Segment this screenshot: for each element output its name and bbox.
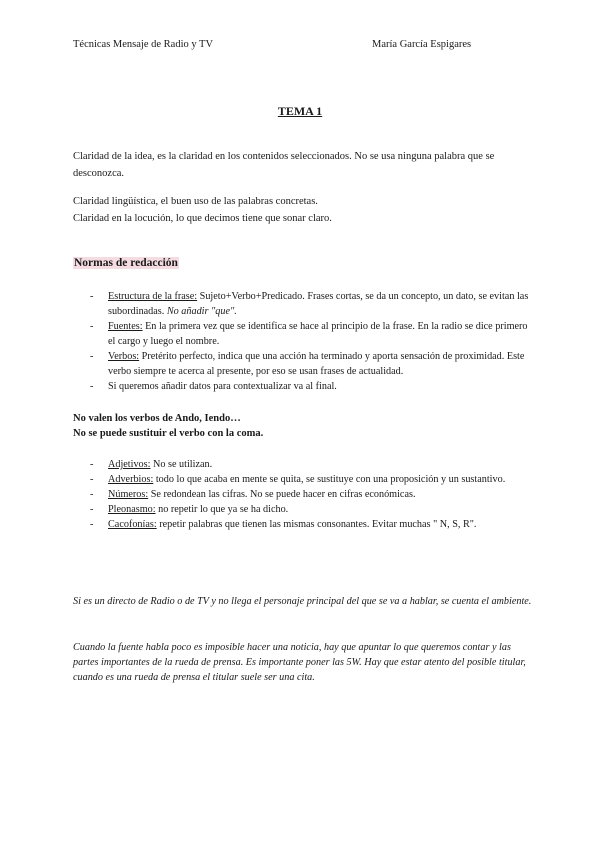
list-item [90, 472, 530, 487]
list-item-text: Pretérito perfecto, indica que una acción ha terminado y aporta sensación de proximidad. Este verbo siempre te acerca al presente, por eso se usan frases de actualidad. [108, 351, 525, 377]
header-author: María García Espigares [372, 39, 472, 50]
bold-note-2: No se puede sustituir el verbo con la coma. [73, 428, 264, 439]
redaction-rules-list [90, 289, 530, 394]
list-item-term: Números: [108, 489, 149, 500]
list-item [90, 502, 530, 517]
page-title: TEMA 1 [277, 104, 323, 118]
list-item-term: Fuentes: [108, 321, 143, 332]
list-item-term: Cacofonías: [108, 519, 157, 530]
list-item-italic: No añadir "que". [164, 306, 237, 317]
list-item [90, 487, 530, 502]
intro-paragraph-2: Claridad lingüística, el buen uso de las palabras concretas. [73, 196, 318, 207]
list-item-text: No se utilizan. [150, 459, 213, 470]
header-course: Técnicas Mensaje de Radio y TV [73, 39, 214, 50]
list-item-text: En la primera vez que se identifica se hace al principio de la frase. En la radio se dice primero el cargo y luego el nombre. [108, 321, 528, 347]
list-item-term: Adjetivos: [108, 459, 151, 470]
list-item [90, 319, 530, 349]
list-item [90, 457, 530, 472]
list-item-term: Adverbios: [108, 474, 154, 485]
intro-paragraph-3: Claridad en la locución, lo que decimos tiene que sonar claro. [73, 213, 332, 224]
list-item-text: todo lo que acaba en mente se quita, se sustituye con una proposición y un sustantivo. [153, 474, 506, 485]
list-item [90, 349, 530, 379]
intro-paragraph-1: Claridad de la idea, es la claridad en los contenidos seleccionados. No se usa ninguna palabra que se desconozca. [73, 151, 495, 179]
list-item [90, 379, 530, 394]
list-item [90, 517, 530, 532]
list-item-text: Sujeto+Verbo+Predicado. Frases cortas, se da un concepto, un dato, se evitan las subordinadas. [108, 291, 529, 317]
closing-paragraph-1: Si es un directo de Radio o de TV y no llega el personaje principal del que se va a hablar, se cuenta el ambiente. [73, 596, 532, 607]
closing-paragraph-2: Cuando la fuente habla poco es imposible hacer una noticia, hay que apuntar lo que queremos contar y las partes importantes de la rueda de prensa. Es importante poner las 5W. Hay que estar atento del posible titular, cuando es una rueda de prensa el titular suele ser una cita. [73, 642, 526, 683]
section-heading [73, 257, 179, 269]
list-item-text: Si queremos añadir datos para contextualizar va al final. [108, 381, 337, 392]
list-item-text: Se redondean las cifras. No se puede hacer en cifras económicas. [148, 489, 416, 500]
list-item [90, 289, 530, 319]
list-item-term: Estructura de la frase: [108, 291, 198, 302]
section-heading-text: Normas de redacción [74, 257, 178, 269]
list-item-text: no repetir lo que ya se ha dicho. [155, 504, 289, 515]
bold-note-1: No valen los verbos de Ando, Iendo… [73, 413, 241, 424]
list-item-text: repetir palabras que tienen las mismas consonantes. Evitar muchas " N, S, R". [156, 519, 477, 530]
word-rules-list [90, 457, 530, 532]
list-item-term: Pleonasmo: [108, 504, 156, 515]
list-item-term: Verbos: [108, 351, 140, 362]
